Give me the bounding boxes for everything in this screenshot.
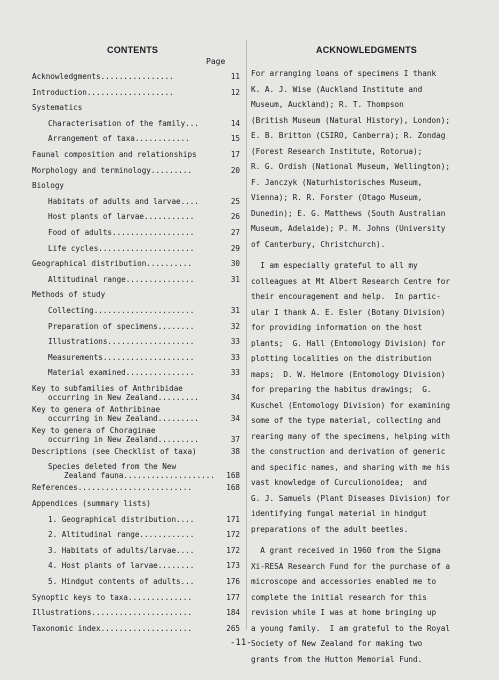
toc-entry bbox=[32, 103, 240, 119]
toc-entry-title: Altitudinal range............... bbox=[48, 274, 195, 284]
toc-entry bbox=[32, 499, 240, 515]
toc-entry-title: Descriptions (see Checklist of taxa) bbox=[32, 446, 197, 456]
toc-entry-page: 17 bbox=[230, 149, 240, 159]
toc-entry bbox=[32, 290, 240, 306]
toc-entry-page: 33 bbox=[230, 368, 240, 378]
toc-entry-title: 2. Altitudinal range............ bbox=[48, 530, 195, 540]
toc-entry bbox=[32, 462, 240, 483]
toc-entry-page: 30 bbox=[230, 259, 240, 269]
ack-line: F. Janczyk (Naturhistorisches Museum, bbox=[251, 177, 423, 187]
ack-line: A grant received in 1960 from the Sigma bbox=[251, 546, 441, 555]
toc-entry-page: 20 bbox=[230, 165, 240, 175]
toc-entry-title: Acknowledgments................ bbox=[32, 72, 174, 81]
toc-entry-page: 176 bbox=[226, 577, 240, 587]
contents-heading: CONTENTS bbox=[107, 45, 159, 55]
ack-line: I am especially grateful to all my bbox=[251, 261, 418, 270]
toc-entry-page: 15 bbox=[230, 134, 240, 144]
ack-line: plants; G. Hall (Entomology Division) for bbox=[251, 338, 446, 348]
toc-entry bbox=[32, 426, 240, 447]
ack-line: preparations of the adult beetles. bbox=[251, 524, 409, 534]
toc-entry-title: Synoptic keys to taxa.............. bbox=[32, 592, 193, 602]
toc-entry-page: 27 bbox=[230, 227, 240, 237]
toc-entry-title: Illustrations...................... bbox=[32, 608, 193, 618]
toc-entry-page: 37 bbox=[230, 434, 240, 444]
toc-entry-title-continued: occurring in New Zealand......... bbox=[48, 413, 199, 423]
toc-entry-title: Systematics bbox=[32, 103, 83, 113]
toc-entry-title: Key to genera of Anthribinae bbox=[32, 404, 161, 414]
toc-entry-page: 14 bbox=[230, 118, 240, 128]
toc-entry-page: 31 bbox=[230, 305, 240, 315]
toc-entry-page: 172 bbox=[226, 545, 240, 555]
toc-entry bbox=[32, 306, 240, 322]
ack-line: identifying fungal material in hindgut bbox=[251, 509, 427, 518]
ack-line: microscope and accessories enabled me to bbox=[251, 577, 437, 586]
toc-entry-title: Characterisation of the family... bbox=[48, 118, 199, 128]
toc-entry-title: 5. Hindgut contents of adults... bbox=[48, 577, 195, 587]
toc-entry bbox=[32, 337, 240, 353]
ack-line: plotting localities on the distribution bbox=[251, 354, 432, 363]
toc-entry-page: 171 bbox=[226, 514, 240, 524]
ack-line: of Canterbury, Christchurch). bbox=[251, 239, 386, 249]
ack-line: Vienna); R. R. Forster (Otago Museum, bbox=[251, 193, 423, 202]
toc-entry-page: 33 bbox=[230, 352, 240, 362]
ack-line: Museum, Auckland); R. T. Thompson bbox=[251, 100, 404, 109]
ack-line: colleagues at Mt Albert Research Centre for bbox=[251, 276, 451, 286]
toc-entry-page: 32 bbox=[230, 321, 240, 331]
toc-entry bbox=[32, 275, 240, 291]
ack-line: for providing information on the host bbox=[251, 323, 423, 332]
toc-entry bbox=[32, 88, 240, 104]
toc-entry-title: Host plants of larvae........... bbox=[48, 212, 195, 222]
ack-line: revision while I was at home bringing up bbox=[251, 608, 437, 617]
toc-entry-title: Taxonomic index.................... bbox=[32, 623, 193, 633]
table-of-contents bbox=[32, 72, 240, 639]
toc-entry bbox=[32, 353, 240, 369]
toc-entry bbox=[32, 259, 240, 275]
toc-entry bbox=[32, 368, 240, 384]
toc-entry bbox=[32, 181, 240, 197]
toc-entry-page: 168 bbox=[226, 471, 240, 481]
toc-entry-page: 184 bbox=[226, 608, 240, 618]
ack-line: (Forest Research Institute, Rotorua); bbox=[251, 146, 423, 156]
acknowledgments-text bbox=[251, 66, 491, 667]
toc-entry-title: Material examined............... bbox=[48, 368, 195, 378]
toc-entry-title: Biology bbox=[32, 181, 65, 191]
ack-line: Museum, Adelaide); P. M. Johns (University bbox=[251, 224, 446, 233]
toc-entry-page: 173 bbox=[226, 561, 240, 571]
toc-entry-title: 1. Geographical distribution.... bbox=[48, 514, 195, 524]
toc-entry bbox=[32, 119, 240, 135]
toc-entry-title: Measurements.................... bbox=[48, 352, 195, 362]
ack-line: Kuschel (Entomology Division) for examining bbox=[251, 400, 451, 410]
ack-line: Society of New Zealand for making two bbox=[251, 639, 423, 648]
toc-entry-title: Introduction................... bbox=[32, 87, 174, 97]
toc-entry-title: Food of adults.................. bbox=[48, 227, 195, 237]
toc-entry-title: Life cycles..................... bbox=[48, 243, 195, 253]
toc-entry bbox=[32, 405, 240, 426]
ack-line: their encouragement and help. In partic- bbox=[251, 292, 441, 301]
ack-line: some of the type material, collecting and bbox=[251, 416, 441, 425]
toc-entry-title: Morphology and terminology......... bbox=[32, 165, 193, 175]
column-divider bbox=[246, 40, 247, 630]
ack-line: for preparing the habitus drawings; G. bbox=[251, 385, 432, 394]
toc-entry-page: 38 bbox=[230, 446, 240, 456]
ack-line: ular I thank A. E. Esler (Botany Division) bbox=[251, 307, 446, 317]
toc-entry-page: 25 bbox=[230, 196, 240, 206]
toc-entry-page: 265 bbox=[226, 623, 240, 633]
toc-entry bbox=[32, 244, 240, 260]
toc-entry bbox=[32, 447, 240, 463]
toc-entry bbox=[32, 561, 240, 577]
toc-entry-title: Arrangement of taxa............ bbox=[48, 134, 190, 144]
ack-line: R. G. Ordish (National Museum, Wellington); bbox=[251, 162, 451, 171]
toc-entry-page: 11 bbox=[230, 72, 240, 81]
page-column-label: Page bbox=[206, 57, 226, 66]
toc-entry-page: 12 bbox=[230, 87, 240, 97]
ack-line: vast knowledge of Curculionoidea; and bbox=[251, 478, 427, 487]
toc-entry bbox=[32, 608, 240, 624]
toc-entry bbox=[32, 384, 240, 405]
toc-entry-title: Habitats of adults and larvae.... bbox=[48, 196, 199, 206]
toc-entry-title: Methods of study bbox=[32, 290, 106, 300]
toc-entry bbox=[32, 515, 240, 531]
toc-entry-title: Collecting...................... bbox=[48, 305, 195, 315]
toc-entry bbox=[32, 150, 240, 166]
toc-entry-page: 33 bbox=[230, 337, 240, 347]
toc-entry bbox=[32, 546, 240, 562]
toc-entry-page: 34 bbox=[230, 413, 240, 423]
toc-entry bbox=[32, 134, 240, 150]
toc-entry bbox=[32, 166, 240, 182]
toc-entry bbox=[32, 577, 240, 593]
ack-line: Dunedin); E. G. Matthews (South Australian bbox=[251, 208, 446, 218]
toc-entry-page: 29 bbox=[230, 243, 240, 253]
toc-entry bbox=[32, 483, 240, 499]
toc-entry-title: Key to genera of Choraginae bbox=[32, 425, 156, 435]
toc-entry-page: 26 bbox=[230, 212, 240, 222]
toc-entry-title-continued: Zealand fauna.................... bbox=[64, 471, 215, 481]
toc-entry-title: Faunal composition and relationships bbox=[32, 149, 197, 159]
toc-entry-title: Illustrations................... bbox=[48, 337, 195, 347]
toc-entry-page: 172 bbox=[226, 530, 240, 540]
page-number: -11- bbox=[230, 638, 252, 648]
toc-entry bbox=[32, 228, 240, 244]
toc-entry-title: 4. Host plants of larvae........ bbox=[48, 561, 195, 571]
ack-line: grants from the Hutton Memorial Fund. bbox=[251, 654, 423, 664]
ack-line: E. B. Britton (CSIRO, Canberra); R. Zondag bbox=[251, 131, 446, 140]
toc-entry bbox=[32, 530, 240, 546]
toc-entry-title: Key to subfamilies of Anthribidae bbox=[32, 383, 183, 393]
ack-line: G. J. Samuels (Plant Diseases Division) for bbox=[251, 493, 451, 503]
toc-entry bbox=[32, 212, 240, 228]
toc-entry-page: 177 bbox=[226, 592, 240, 602]
toc-entry-page: 31 bbox=[230, 274, 240, 284]
acknowledgments-heading: ACKNOWLEDGMENTS bbox=[316, 45, 417, 55]
toc-entry-title: References......................... bbox=[32, 483, 193, 493]
ack-line: the construction and derivation of generic bbox=[251, 447, 446, 456]
toc-entry bbox=[32, 624, 240, 640]
ack-line: Xi-RESA Research Fund for the purchase of a bbox=[251, 561, 451, 571]
toc-entry-title-continued: occurring in New Zealand......... bbox=[48, 434, 199, 444]
toc-entry-page: 168 bbox=[226, 483, 240, 493]
ack-line: and specific names, and sharing with me his bbox=[251, 462, 451, 472]
toc-entry-title: Appendices (summary lists) bbox=[32, 499, 151, 509]
toc-entry bbox=[32, 593, 240, 609]
toc-entry-title: Preparation of specimens........ bbox=[48, 321, 195, 331]
toc-entry bbox=[32, 197, 240, 213]
toc-entry-title-continued: occurring in New Zealand......... bbox=[48, 392, 199, 402]
ack-line: (British Museum (Natural History), London); bbox=[251, 115, 451, 125]
ack-line: maps; D. W. Helmore (Entomology Division) bbox=[251, 369, 446, 379]
toc-entry bbox=[32, 72, 240, 88]
ack-line: complete the initial research for this bbox=[251, 592, 427, 602]
ack-line: a young family. I am grateful to the Royal bbox=[251, 623, 451, 633]
ack-line: For arranging loans of specimens I thank bbox=[251, 69, 437, 78]
ack-line: K. A. J. Wise (Auckland Institute and bbox=[251, 84, 423, 94]
toc-entry-page: 34 bbox=[230, 392, 240, 402]
toc-entry bbox=[32, 322, 240, 338]
toc-entry-title: 3. Habitats of adults/larvae.... bbox=[48, 545, 195, 555]
toc-entry-title: Geographical distribution.......... bbox=[32, 259, 193, 269]
ack-line: rearing many of the specimens, helping with bbox=[251, 431, 451, 441]
toc-entry-title: Species deleted from the New bbox=[48, 462, 177, 472]
